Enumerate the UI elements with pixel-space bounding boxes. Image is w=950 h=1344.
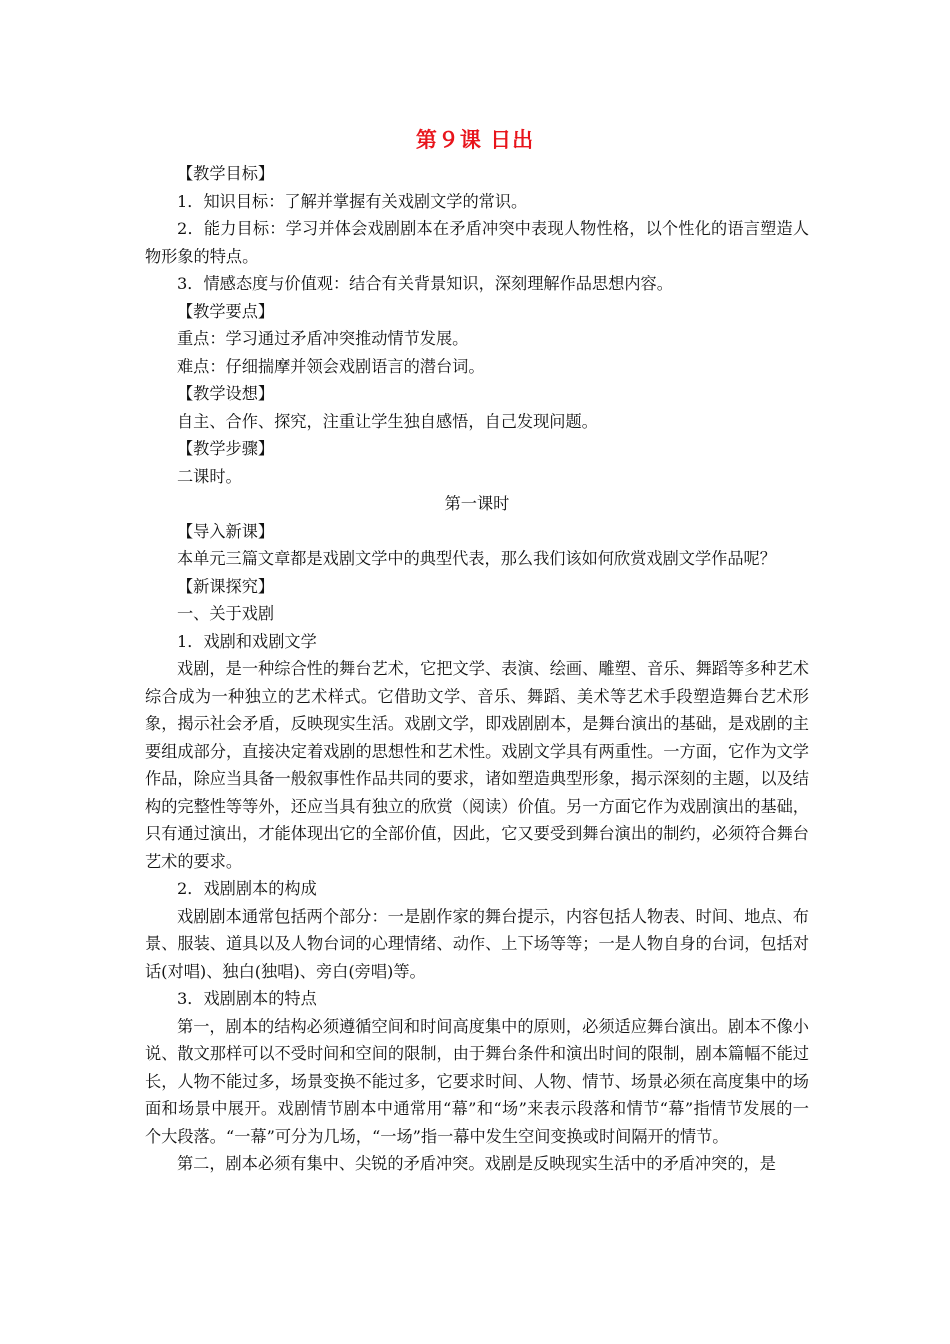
paragraph: 1．知识目标：了解并掌握有关戏剧文学的常识。	[177, 191, 528, 211]
paragraph: 1．戏剧和戏剧文学	[177, 631, 317, 651]
paragraph: 2．戏剧剧本的构成	[177, 879, 317, 898]
paragraph: 一、关于戏剧	[177, 604, 275, 623]
section-heading: 【教学设想】	[177, 384, 275, 403]
paragraph: 自主、合作、探究，注重让学生独自感悟，自己发现问题。	[177, 411, 598, 431]
paragraph: 本单元三篇文章都是戏剧文学中的典型代表，那么我们该如何欣赏戏剧文学作品呢？	[177, 549, 776, 568]
document-body	[145, 160, 809, 1178]
section-heading: 【教学要点】	[177, 301, 275, 321]
section-heading: 【教学步骤】	[177, 439, 275, 458]
paragraph: 3．戏剧剧本的特点	[177, 989, 317, 1008]
paragraph: 二课时。	[177, 466, 242, 486]
paragraph: 难点：仔细揣摩并领会戏剧语言的潜台词。	[177, 356, 485, 376]
section-heading: 【导入新课】	[177, 521, 275, 541]
paragraph: 第一，剧本的结构必须遵循空间和时间高度集中的原则，必须适应舞台演出。剧本不像小说、散文那样可以不受时间和空间的限制，由于舞台条件和演出时间的限制，剧本篇幅不能过长，人物不能过多，场景变换不能过多，它要求时间、人物、情节、场景必须在高度集中的场面和场景中展开。戏剧情节剧本中通常用“幕”和“场”来表示段落和情节“幕”指情节发展的一个大段落。“一幕”可分为几场，“一场”指一幕中发生空间变换或时间隔开的情节。	[145, 1016, 809, 1146]
paragraph: 3．情感态度与价值观：结合有关背景知识，深刻理解作品思想内容。	[177, 274, 673, 293]
paragraph: 重点：学习通过矛盾冲突推动情节发展。	[177, 329, 469, 348]
lesson-title: 第９课 日出	[415, 128, 535, 152]
subheading-center: 第一课时	[444, 494, 510, 513]
paragraph: 戏剧，是一种综合性的舞台艺术，它把文学、表演、绘画、雕塑、音乐、舞蹈等多种艺术综合成为一种独立的艺术样式。它借助文学、音乐、舞蹈、美术等艺术手段塑造舞台艺术形象，揭示社会矛盾，反映现实生活。戏剧文学，即戏剧剧本，是舞台演出的基础，是戏剧的主要组成部分，直接决定着戏剧的思想性和艺术性。戏剧文学具有两重性。一方面，它作为文学作品，除应当具备一般叙事性作品共同的要求，诸如塑造典型形象，揭示深刻的主题，以及结构的完整性等等外，还应当具有独立的欣赏（阅读）价值。另一方面它作为戏剧演出的基础，只有通过演出，才能体现出它的全部价值，因此，它又要受到舞台演出的制约，必须符合舞台艺术的要求。	[145, 659, 809, 871]
paragraph: 【教学目标】	[177, 164, 275, 183]
section-heading: 【新课探究】	[177, 576, 275, 596]
paragraph: 2．能力目标：学习并体会戏剧剧本在矛盾冲突中表现人物性格，以个性化的语言塑造人物形象的特点。	[145, 219, 809, 266]
paragraph: 第二，剧本必须有集中、尖锐的矛盾冲突。戏剧是反映现实生活中的矛盾冲突的，是	[177, 1154, 776, 1173]
paragraph: 戏剧剧本通常包括两个部分：一是剧作家的舞台提示，内容包括人物表、时间、地点、布景、服装、道具以及人物台词的心理情绪、动作、上下场等等；一是人物自身的台词，包括对话(对唱)、独白(独唱)、旁白(旁唱)等。	[145, 906, 809, 981]
